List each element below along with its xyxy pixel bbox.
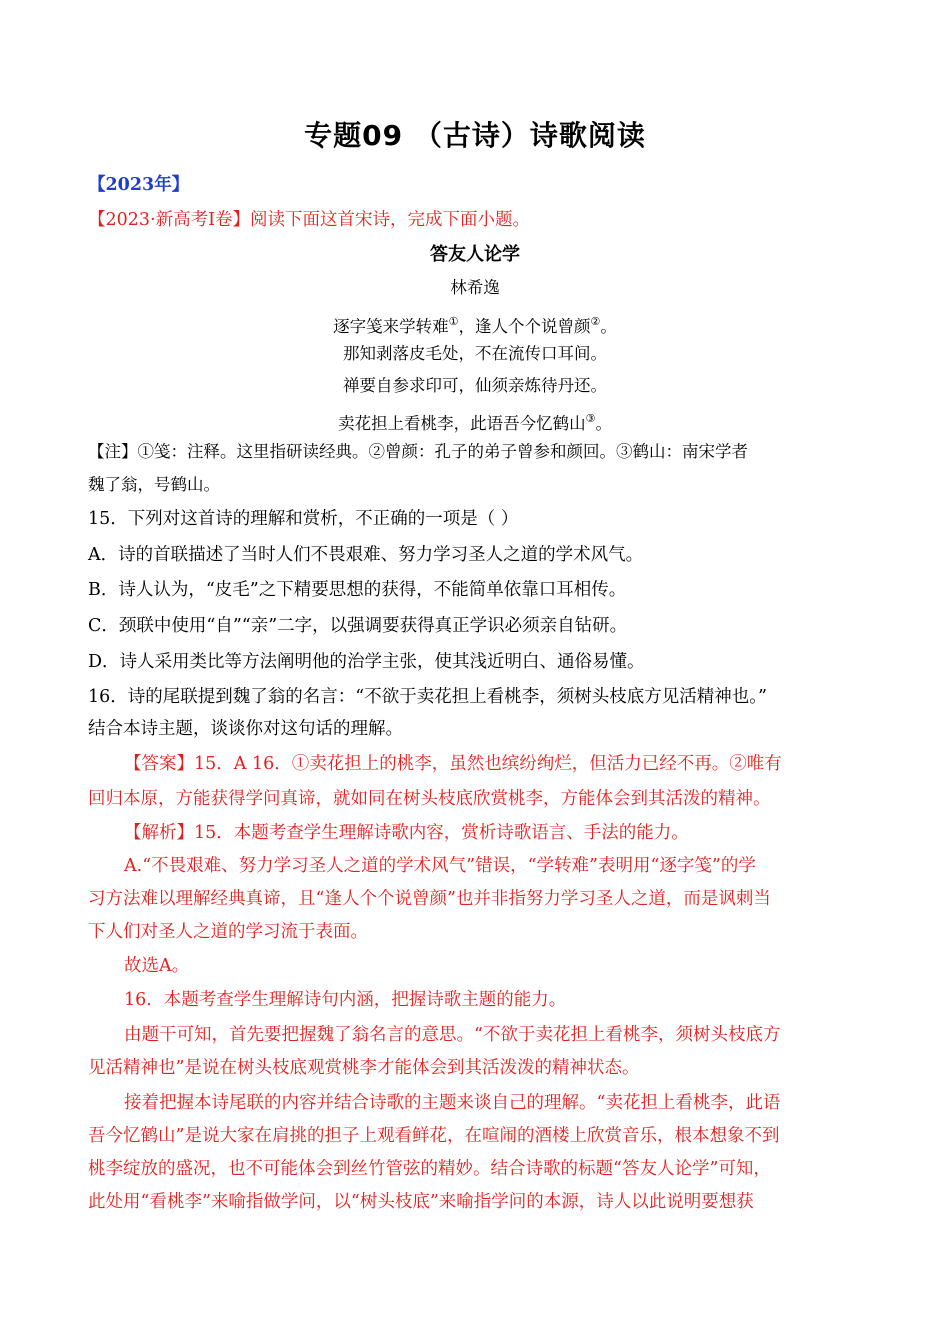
- footnote-marker: ③: [585, 412, 596, 425]
- analysis-line: 此处用“看桃李”来喻指做学问，以“树头枝底”来喻指学问的本源，诗人以此说明要想获: [88, 1192, 754, 1212]
- answer-line: 回归本原，方能获得学问真谛，就如同在树头枝底欣赏桃李，方能体会到其活泼的精神。: [88, 789, 771, 809]
- year-tag: 【2023年】: [88, 175, 190, 195]
- poem-line-3: 禅要自参求印可，仙须亲炼待丹还。: [343, 376, 607, 395]
- poem-line-text: 逐字笺来学转难: [333, 317, 449, 336]
- analysis-line: 习方法难以理解经典真谛，且“逢人个个说曾颜”也并非指努力学习圣人之道，而是讽刺当: [88, 889, 771, 909]
- notes-line: 魏了翁，号鹤山。: [88, 475, 220, 494]
- analysis-line: 下人们对圣人之道的学习流于表面。: [88, 922, 368, 942]
- question-15: 15．下列对这首诗的理解和赏析，不正确的一项是（ ）: [88, 509, 519, 529]
- analysis-line: 桃李绽放的盛况，也不可能体会到丝竹管弦的精妙。结合诗歌的标题“答友人论学”可知，: [88, 1159, 771, 1179]
- answer-line: 【答案】15．A 16．①卖花担上的桃李，虽然也缤纷绚烂，但活力已经不再。②唯有: [124, 754, 782, 774]
- option-b: B．诗人认为，“皮毛”之下精要思想的获得，不能简单依靠口耳相传。: [88, 580, 627, 600]
- poem-line-end: 。: [595, 414, 612, 433]
- analysis-intro: 【解析】15．本题考查学生理解诗歌内容，赏析诗歌语言、手法的能力。: [124, 823, 689, 843]
- question-16: 16．诗的尾联提到魏了翁的名言：“不欲于卖花担上看桃李，须树头枝底方见活精神也。”: [88, 687, 767, 707]
- analysis-line: 吾今忆鹤山”是说大家在肩挑的担子上观看鲜花，在喧闹的酒楼上欣赏音乐，根本想象不到: [88, 1126, 780, 1146]
- analysis-line: A.“不畏艰难、努力学习圣人之道的学术风气”错误，“学转难”表明用“逐字笺”的学: [124, 856, 756, 876]
- footnote-marker: ②: [590, 315, 601, 328]
- footnote-marker: ①: [448, 315, 459, 328]
- page-title: 专题09 （古诗）诗歌阅读: [304, 119, 646, 152]
- analysis-line: 见活精神也”是说在树头枝底观赏桃李才能体会到其活泼泼的精神状态。: [88, 1058, 640, 1078]
- analysis-choice: 故选A。: [124, 956, 190, 976]
- option-d: D．诗人采用类比等方法阐明他的治学主张，使其浅近明白、通俗易懂。: [88, 652, 645, 672]
- option-c: C．颈联中使用“自”“亲”二字，以强调要获得真正学识必须亲自钻研。: [88, 616, 628, 636]
- analysis-q16-intro: 16．本题考查学生理解诗句内涵，把握诗歌主题的能力。: [124, 990, 567, 1010]
- poem-line-text: 卖花担上看桃李，此语吾今忆鹤山: [338, 414, 586, 433]
- question-16-cont: 结合本诗主题，谈谈你对这句话的理解。: [88, 719, 403, 739]
- poem-title: 答友人论学: [430, 244, 520, 265]
- notes-line: 【注】①笺：注释。这里指研读经典。②曾颜：孔子的弟子曾参和颜回。③鹤山：南宋学者: [88, 442, 748, 461]
- poem-line-4: [0, 407, 950, 436]
- poem-line-2: 那知剥落皮毛处，不在流传口耳间。: [343, 344, 607, 363]
- option-a: A．诗的首联描述了当时人们不畏艰难、努力学习圣人之道的学术风气。: [88, 545, 644, 565]
- poem-line-end: 。: [600, 317, 617, 336]
- source-line: 【2023·新高考Ⅰ卷】阅读下面这首宋诗，完成下面小题。: [88, 210, 531, 230]
- analysis-line: 由题干可知，首先要把握魏了翁名言的意思。“不欲于卖花担上看桃李，须树头枝底方: [124, 1025, 781, 1045]
- analysis-line: 接着把握本诗尾联的内容并结合诗歌的主题来谈自己的理解。“卖花担上看桃李，此语: [124, 1093, 781, 1113]
- poem-author: 林希逸: [450, 278, 500, 297]
- poem-line-1: [0, 310, 950, 339]
- poem-line-text: ，逢人个个说曾颜: [458, 317, 591, 336]
